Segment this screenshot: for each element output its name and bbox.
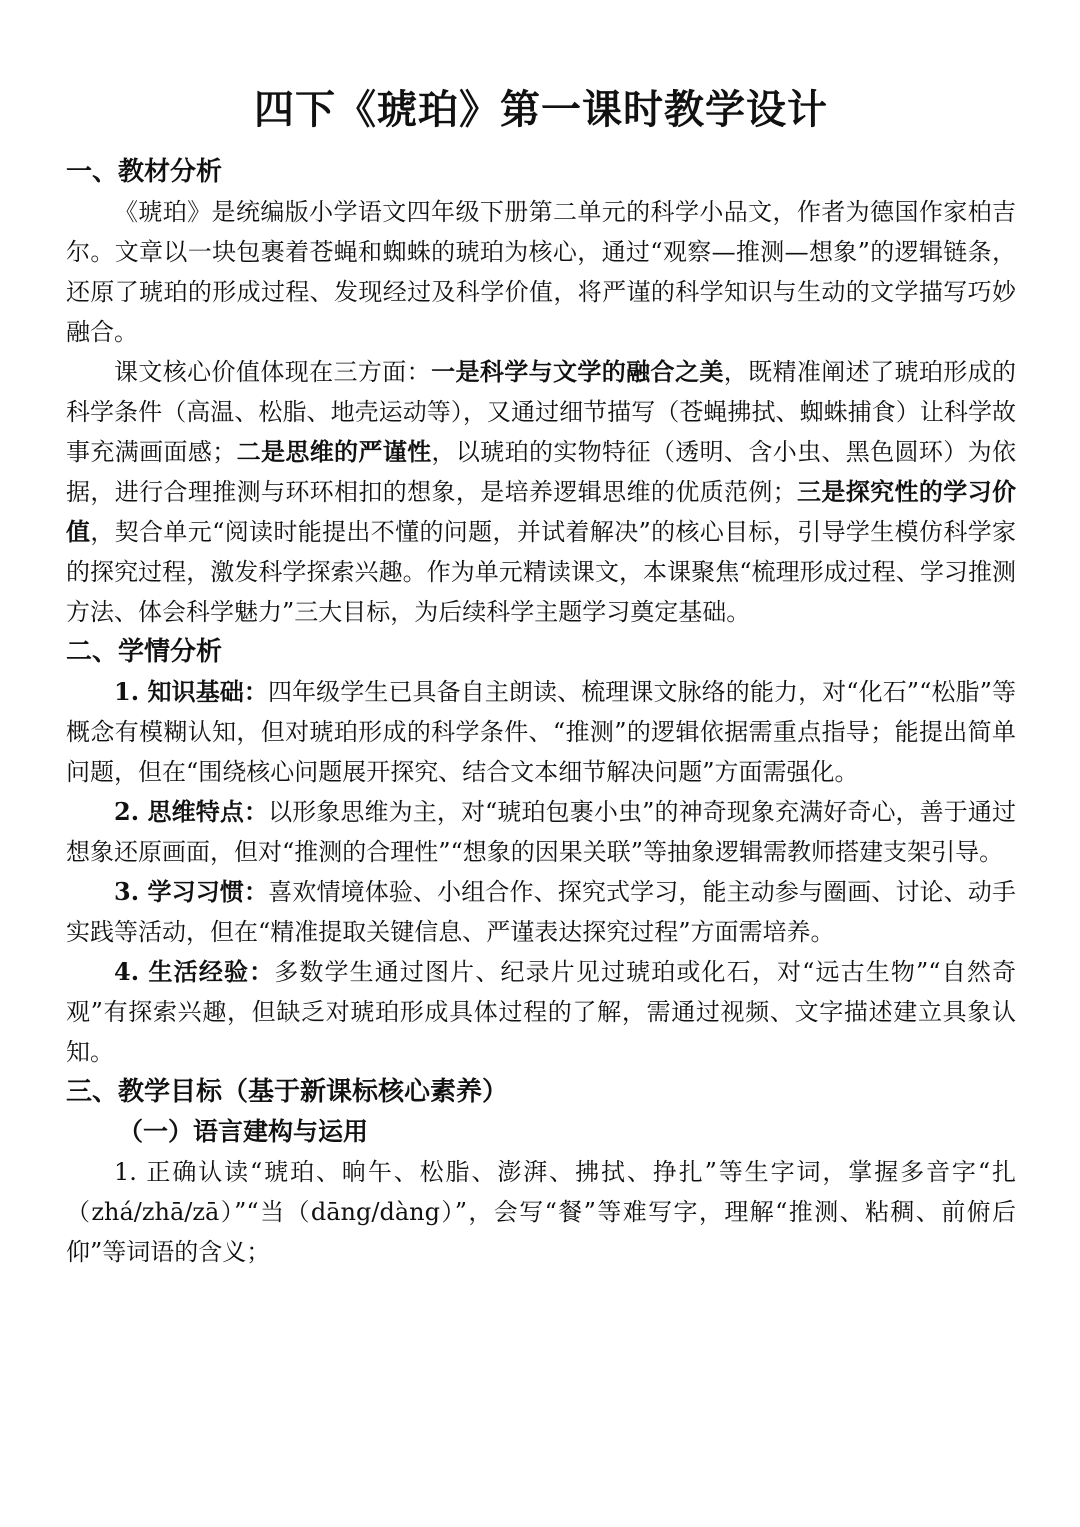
section-heading: 一、教材分析 [66,157,223,187]
item-lead: 1. 知识基础： [114,677,268,706]
section-learner-analysis [66,632,1016,1072]
list-item [66,872,1016,952]
emphasis-text: 二是思维的严谨性 [236,437,432,466]
list-item [66,792,1016,872]
section-heading: 二、学情分析 [66,637,223,667]
item-text: 以形象思维为主，对“琥珀包裹小虫”的神奇现象充满好奇心，善于通过想象还原画面，但对“推测的合理性”“想象的因果关联”等抽象逻辑需教师搭建支架引导。 [66,798,1016,866]
item-lead: 2. 思维特点： [114,797,269,826]
emphasis-text: 三是探究性的学习价值 [66,477,1017,546]
item-text: 多数学生通过图片、纪录片见过琥珀或化石，对“远古生物”“自然奇观”有探索兴趣，但缺乏对琥珀形成具体过程的了解，需通过视频、文字描述建立具象认知。 [66,958,1016,1066]
item-lead: 3. 学习习惯： [114,877,269,906]
page-title: 四下《琥珀》第一课时教学设计 [254,87,828,133]
paragraph-text: ，以琥珀的实物特征（透明、含小虫、黑色圆环）为依据，进行合理推测与环环相扣的想象，是培养逻辑思维的优质范例； [66,438,1017,506]
section-textbook-analysis [66,152,1016,632]
paragraph: 《琥珀》是统编版小学语文四年级下册第二单元的科学小品文，作者为德国作家柏吉尔。文章以一块包裹着苍蝇和蜘蛛的琥珀为核心，通过“观察—推测—想象”的逻辑链条，还原了琥珀的形成过程、发现经过及科学价值，将严谨的科学知识与生动的文学描写巧妙融合。 [66,198,1016,346]
section-heading: 三、教学目标（基于新课标核心素养） [66,1077,509,1107]
document-page [66,82,1016,1272]
emphasis-text: 一是科学与文学的融合之美 [431,357,724,386]
item-lead: 4. 生活经验： [114,957,275,986]
paragraph: 1. 正确认读“琥珀、晌午、松脂、澎湃、拂拭、挣扎”等生字词，掌握多音字“扎（zhá/zhā/zā）”“当（dāng/dàng）”，会写“餐”等难写字，理解“推测、粘稠、前俯后仰”等词语的含义； [66,1158,1016,1266]
paragraph-text: ，既精准阐述了琥珀形成的科学条件（高温、松脂、地壳运动等），又通过细节描写（苍蝇拂拭、蜘蛛捕食）让科学故事充满画面感； [66,358,1017,466]
section-teaching-goals [66,1072,1016,1272]
item-text: 四年级学生已具备自主朗读、梳理课文脉络的能力，对“化石”“松脂”等概念有模糊认知，但对琥珀形成的科学条件、“推测”的逻辑依据需重点指导；能提出简单问题，但在“围绕核心问题展开探究、结合文本细节解决问题”方面需强化。 [66,678,1016,786]
subsection-heading: （一）语言建构与运用 [118,1117,369,1146]
paragraph [66,352,1016,632]
item-text: 喜欢情境体验、小组合作、探究式学习，能主动参与圈画、讨论、动手实践等活动，但在“精准提取关键信息、严谨表达探究过程”方面需培养。 [66,878,1017,946]
paragraph-text: 课文核心价值体现在三方面： [114,358,432,386]
list-item [66,952,1016,1072]
list-item [66,672,1016,792]
paragraph-text: ，契合单元“阅读时能提出不懂的问题，并试着解决”的核心目标，引导学生模仿科学家的探究过程，激发科学探索兴趣。作为单元精读课文，本课聚焦“梳理形成过程、学习推测方法、体会科学魅力”三大目标，为后续科学主题学习奠定基础。 [66,518,1017,626]
